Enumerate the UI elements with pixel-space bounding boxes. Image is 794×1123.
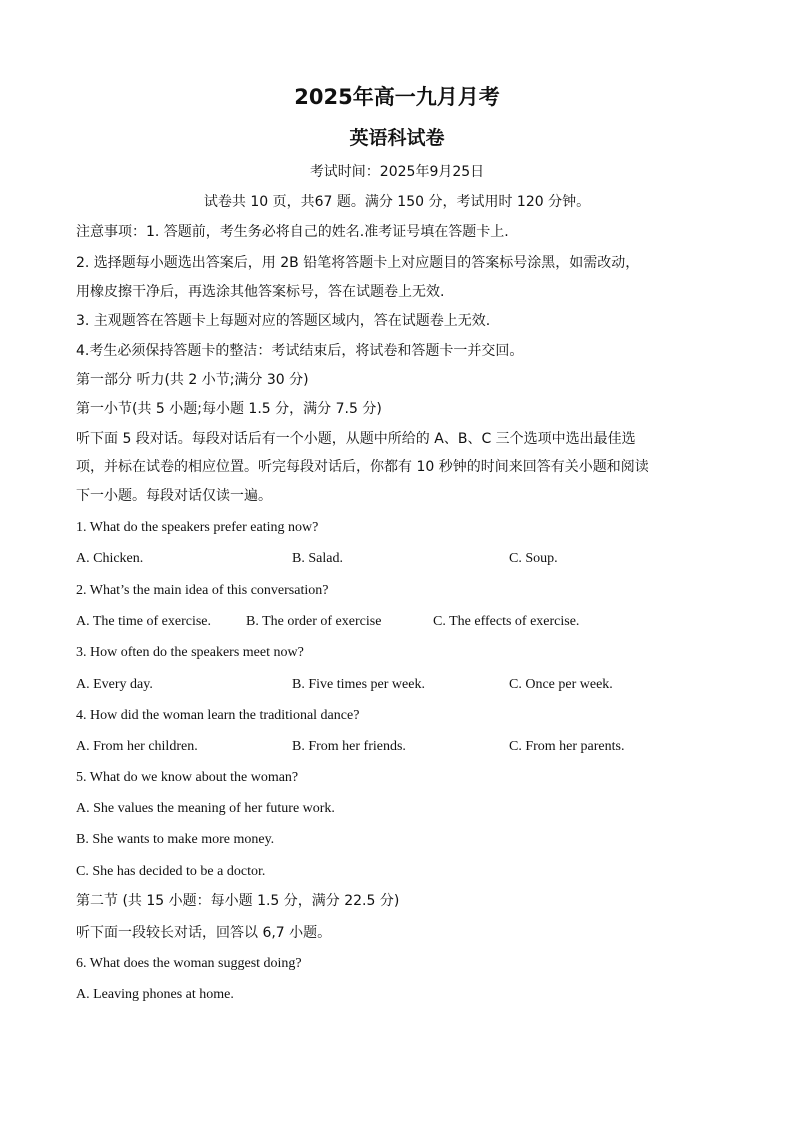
instruction-line-3: 下一小题。每段对话仅读一遍。 (76, 488, 272, 504)
note-3: 3. 主观题答在答题卡上每题对应的答题区域内，答在试题卷上无效. (76, 313, 491, 329)
exam-title: 2025年高一九月月考 (294, 85, 500, 109)
q5-option-c: C. She has decided to be a doctor. (76, 864, 266, 879)
exam-time: 考试时间：2025年9月25日 (309, 164, 485, 180)
q1-option-b: B. Salad. (292, 551, 343, 566)
question-6: 6. What does the woman suggest doing? (76, 956, 302, 971)
exam-subtitle: 英语科试卷 (349, 127, 445, 149)
question-5: 5. What do we know about the woman? (76, 770, 299, 785)
section2-instruction: 听下面一段较长对话，回答以 6,7 小题。 (76, 925, 332, 941)
q2-option-a: A. The time of exercise. (76, 614, 212, 629)
q3-option-c: C. Once per week. (509, 677, 613, 692)
q1-option-c: C. Soup. (509, 551, 558, 566)
instruction-line-2: 项，并标在试卷的相应位置。听完每段对话后，你都有 10 秒钟的时间来回答有关小题和阅读 (76, 459, 649, 475)
question-3: 3. How often do the speakers meet now? (76, 645, 304, 660)
exam-summary: 试卷共 10 页，共67 题。满分 150 分，考试用时 120 分钟。 (203, 194, 591, 210)
note-4: 4.考生必须保持答题卡的整洁：考试结束后，将试卷和答题卡一并交回。 (76, 343, 524, 359)
q2-option-b: B. The order of exercise (246, 614, 382, 629)
note-2-line-1: 2. 选择题每小题选出答案后，用 2B 铅笔将答题卡上对应题目的答案标号涂黑，如需改动， (76, 255, 640, 271)
q3-option-a: A. Every day. (76, 677, 153, 692)
note-2-line-2: 用橡皮擦干净后，再选涂其他答案标号，答在试题卷上无效. (76, 284, 445, 300)
q4-option-c: C. From her parents. (509, 739, 625, 754)
section2-heading: 第二节 (共 15 小题：每小题 1.5 分，满分 22.5 分) (76, 893, 400, 909)
question-1: 1. What do the speakers prefer eating now? (76, 520, 319, 535)
question-2: 2. What’s the main idea of this conversation? (76, 583, 329, 598)
instruction-line-1: 听下面 5 段对话。每段对话后有一个小题，从题中所给的 A、B、C 三个选项中选出最佳选 (76, 431, 636, 447)
q6-option-a: A. Leaving phones at home. (76, 987, 234, 1002)
q2-option-c: C. The effects of exercise. (433, 614, 580, 629)
q4-option-a: A. From her children. (76, 739, 198, 754)
part1-heading: 第一部分 听力(共 2 小节;满分 30 分) (76, 372, 309, 388)
q3-option-b: B. Five times per week. (292, 677, 425, 692)
q5-option-a: A. She values the meaning of her future work. (76, 801, 335, 816)
question-4: 4. How did the woman learn the traditional dance? (76, 708, 360, 723)
q5-option-b: B. She wants to make more money. (76, 832, 275, 847)
section1-heading: 第一小节(共 5 小题;每小题 1.5 分，满分 7.5 分) (76, 401, 382, 417)
note-1: 注意事项：1. 答题前，考生务必将自己的姓名.准考证号填在答题卡上. (76, 224, 509, 240)
q1-option-a: A. Chicken. (76, 551, 144, 566)
q4-option-b: B. From her friends. (292, 739, 406, 754)
